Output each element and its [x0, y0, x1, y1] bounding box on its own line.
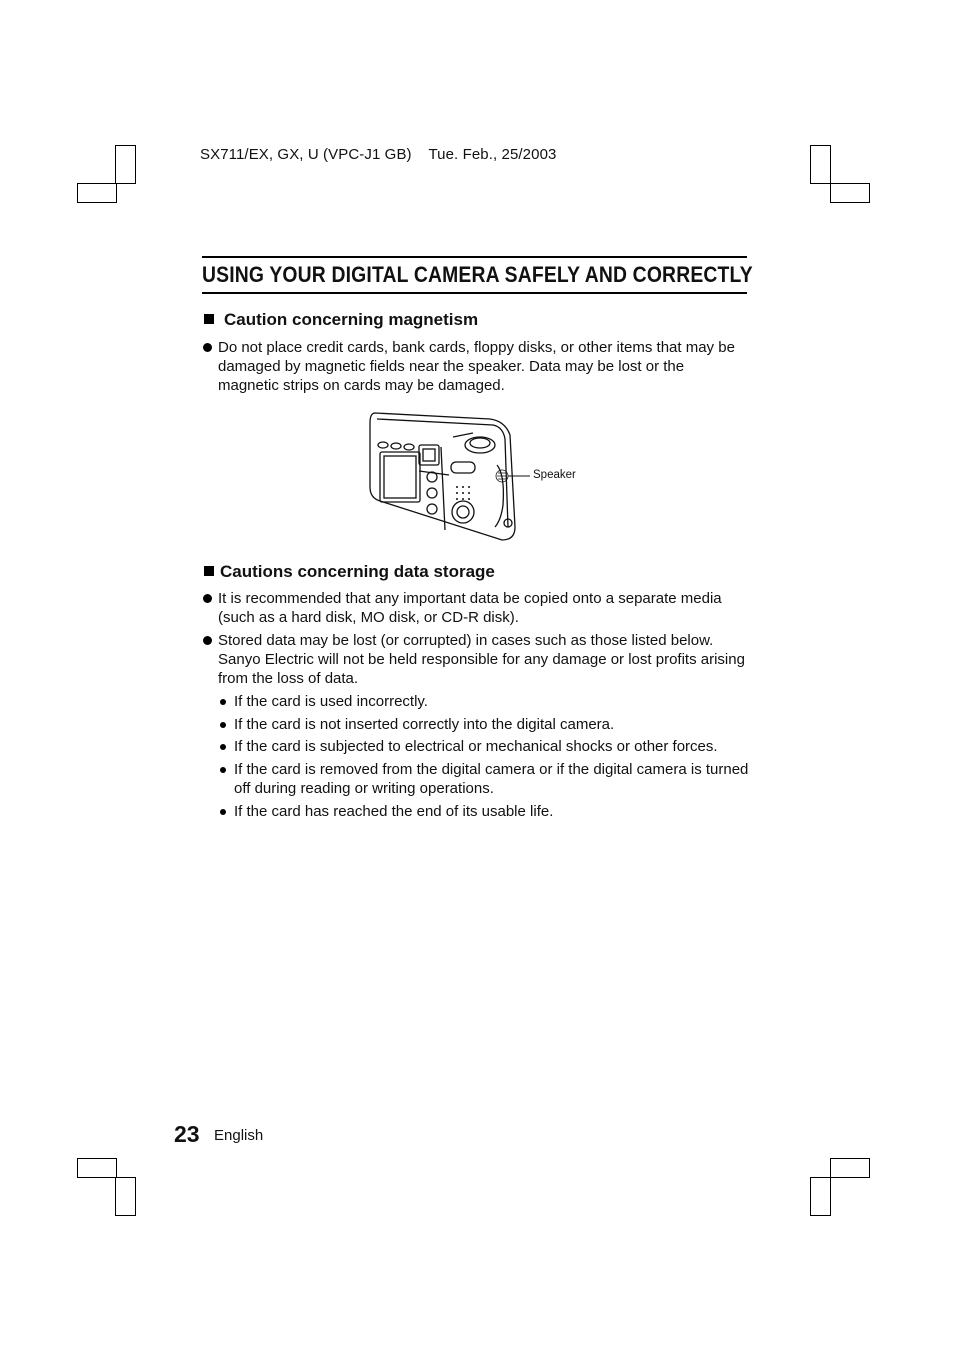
list-item-text: Do not place credit cards, bank cards, floppy disks, or other items that may be damaged by magnetic fields near the speaker. Data may be lost or the magnetic strips on cards may be damaged. [218, 339, 735, 394]
crop-mark [115, 145, 136, 184]
crop-mark [830, 1158, 870, 1178]
small-bullet-dot-icon [220, 699, 226, 705]
crop-mark [77, 1158, 117, 1178]
bullet-dot-icon [203, 343, 212, 352]
sub-list-item [219, 802, 754, 821]
sub-list-item [219, 737, 754, 756]
crop-mark [810, 145, 831, 184]
square-bullet-icon [204, 566, 214, 576]
list-item [203, 589, 748, 627]
page-title: USING YOUR DIGITAL CAMERA SAFELY AND CORRECTLY [202, 262, 753, 287]
crop-mark [830, 183, 870, 203]
sub-list-item-text: If the card has reached the end of its usable life. [234, 803, 554, 820]
bullet-dot-icon [203, 636, 212, 645]
bullet-dot-icon [203, 594, 212, 603]
small-bullet-dot-icon [220, 767, 226, 773]
small-bullet-dot-icon [220, 744, 226, 750]
sub-list-item-text: If the card is used incorrectly. [234, 693, 428, 710]
speaker-callout-label: Speaker [533, 469, 576, 481]
crop-mark [77, 183, 117, 203]
page-number: 23 [174, 1121, 200, 1147]
small-bullet-dot-icon [220, 722, 226, 728]
crop-mark [115, 1177, 136, 1216]
sub-list-item-text: If the card is removed from the digital camera or if the digital camera is turned off during reading or writing operations. [234, 761, 749, 797]
document-header: SX711/EX, GX, U (VPC-J1 GB) Tue. Feb., 25/2003 [200, 146, 557, 163]
section-heading-text: Cautions concerning data storage [220, 562, 495, 581]
sub-list-item [219, 692, 754, 711]
list-item-text: Stored data may be lost (or corrupted) in cases such as those listed below. Sanyo Electric will not be held responsible for any damage or lost profits arising from the loss of data. [218, 632, 745, 687]
sub-list-item [219, 760, 754, 798]
page-language: English [214, 1127, 264, 1144]
list-item [203, 338, 748, 395]
section-heading-data-storage [204, 562, 495, 582]
sub-list-item-text: If the card is not inserted correctly into the digital camera. [234, 716, 615, 733]
page-title-block [202, 256, 753, 294]
crop-mark [810, 1177, 831, 1216]
list-item [203, 631, 748, 688]
sub-list-item-text: If the card is subjected to electrical or mechanical shocks or other forces. [234, 738, 718, 755]
section-heading-text: Caution concerning magnetism [224, 310, 479, 329]
small-bullet-dot-icon [220, 809, 226, 815]
square-bullet-icon [204, 314, 214, 324]
section-heading-magnetism [204, 310, 478, 330]
list-item-text: It is recommended that any important data be copied onto a separate media (such as a hard disk, MO disk, or CD-R disk). [218, 590, 722, 626]
sub-list-item [219, 715, 754, 734]
